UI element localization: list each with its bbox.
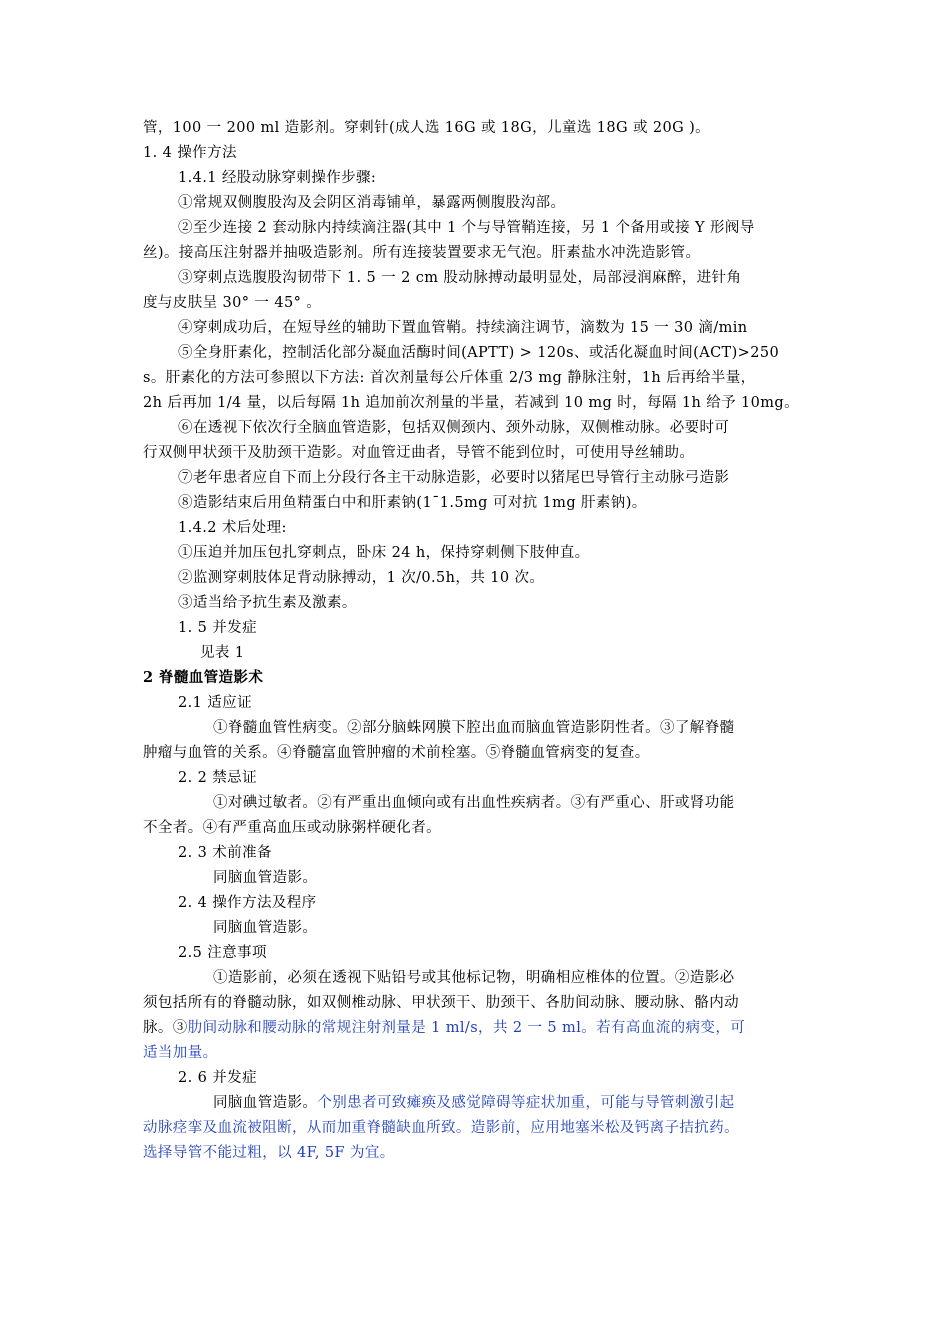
paragraph-line: ①脊髓血管性病变。②部分脑蛛网膜下腔出血而脑血管造影阴性者。③了解脊髓 — [213, 720, 735, 736]
highlighted-text: 肋间动脉和腰动脉的常规注射剂量是 1 ml/s，共 2 一 5 ml。若有高血流的病变，可 — [187, 1020, 746, 1036]
paragraph-line: 管，100 一 200 ml 造影剂。穿刺针(成人选 16G 或 18G，儿童选 18G 或 20G )。 — [143, 120, 711, 136]
paragraph-line: ③穿刺点选腹股沟韧带下 1. 5 一 2 cm 股动脉搏动最明显处，局部浸润麻醉，进针角 — [178, 270, 742, 286]
paragraph-line: ③适当给予抗生素及激素。 — [178, 595, 357, 611]
paragraph-line: ②监测穿刺肢体足背动脉搏动，1 次/0.5h，共 10 次。 — [178, 570, 545, 586]
paragraph-line: ②至少连接 2 套动脉内持续滴注器(其中 1 个与导管鞘连接，另 1 个备用或接 Y 形阀导 — [178, 220, 755, 236]
paragraph-line: ①对碘过敏者。②有严重出血倾向或有出血性疾病者。③有严重心、肝或肾功能 — [213, 795, 735, 811]
paragraph-line: ①压迫并加压包扎穿刺点，卧床 24 h，保持穿刺侧下肢伸直。 — [178, 545, 590, 561]
highlighted-line: 选择导管不能过粗，以 4F, 5F 为宜。 — [143, 1145, 395, 1161]
section-heading: 2. 3 术前准备 — [178, 845, 272, 861]
paragraph-line — [213, 1093, 735, 1113]
paragraph-line: ⑧造影结束后用鱼精蛋白中和肝素钠(1¯1.5mg 可对抗 1mg 肝素钠)。 — [178, 495, 647, 511]
paragraph-line: s。肝素化的方法可参照以下方法: 首次剂量每公斤体重 2/3 mg 静脉注射，1h 后再给半量， — [143, 370, 756, 386]
section-heading: 1. 4 操作方法 — [143, 145, 237, 161]
highlighted-text: 个别患者可致瘫痪及感觉障碍等症状加重，可能与导管刺激引起 — [317, 1095, 735, 1111]
subsection-heading: 1.4.1 经股动脉穿刺操作步骤: — [178, 170, 377, 186]
paragraph-text: 脉。③ — [143, 1020, 188, 1036]
paragraph-line: 肿瘤与血管的关系。④脊髓富血管肿瘤的术前栓塞。⑤脊髓血管病变的复查。 — [143, 745, 650, 761]
paragraph-line: 度与皮肤呈 30° 一 45° 。 — [143, 295, 322, 311]
highlighted-line: 适当加量。 — [143, 1045, 218, 1061]
paragraph-line: 同脑血管造影。 — [213, 870, 318, 886]
paragraph-line: ④穿刺成功后，在短导丝的辅助下置血管鞘。持续滴注调节，滴数为 15 一 30 滴/min — [178, 320, 748, 336]
section-heading: 1. 5 并发症 — [178, 620, 257, 636]
paragraph-line: 丝)。接高压注射器并抽吸造影剂。所有连接装置要求无气泡。肝素盐水冲洗造影管。 — [143, 245, 701, 261]
section-heading: 2. 4 操作方法及程序 — [178, 895, 317, 911]
highlighted-line: 动脉痉挛及血流被阻断，从而加重脊髓缺血所致。造影前，应用地塞米松及钙离子拮抗药。 — [143, 1120, 739, 1136]
paragraph-line: 2h 后再加 1/4 量，以后每隔 1h 追加前次剂量的半量，若减到 10 mg 时，每隔 1h 给予 10mg。 — [143, 395, 799, 411]
section-heading: 2. 6 并发症 — [178, 1070, 257, 1086]
paragraph-line: 见表 1 — [200, 645, 245, 661]
paragraph-line: ①常规双侧腹股沟及会阴区消毒铺单，暴露两侧腹股沟部。 — [178, 195, 566, 211]
paragraph-line: ①造影前，必须在透视下贴铅号或其他标记物，明确相应椎体的位置。②造影必 — [213, 970, 735, 986]
section-heading: 2.5 注意事项 — [178, 945, 267, 961]
paragraph-line: 同脑血管造影。 — [213, 920, 318, 936]
paragraph-text: 同脑血管造影。 — [213, 1095, 318, 1111]
paragraph-line: 行双侧甲状颈干及肋颈干造影。对血管迂曲者，导管不能到位时，可使用导丝辅助。 — [143, 445, 695, 461]
paragraph-line: 须包括所有的脊髓动脉，如双侧椎动脉、甲状颈干、肋颈干、各肋间动脉、腰动脉、骼内动 — [143, 995, 739, 1011]
paragraph-line: ⑦老年患者应自下而上分段行各主干动脉造影，必要时以猪尾巴导管行主动脉弓造影 — [178, 470, 730, 486]
paragraph-line — [143, 1018, 745, 1038]
section-heading: 2. 2 禁忌证 — [178, 770, 257, 786]
paragraph-line: 不全者。④有严重高血压或动脉粥样硬化者。 — [143, 820, 441, 836]
paragraph-line: ⑤全身肝素化，控制活化部分凝血活酶时间(APTT) > 120s、或活化凝血时间(ACT)>250 — [178, 345, 780, 361]
section-heading: 2.1 适应证 — [178, 695, 252, 711]
chapter-heading: 2 脊髓血管造影术 — [143, 669, 264, 686]
paragraph-line: ⑥在透视下依次行全脑血管造影，包括双侧颈内、颈外动脉，双侧椎动脉。必要时可 — [178, 420, 730, 436]
subsection-heading: 1.4.2 术后处理: — [178, 520, 287, 536]
